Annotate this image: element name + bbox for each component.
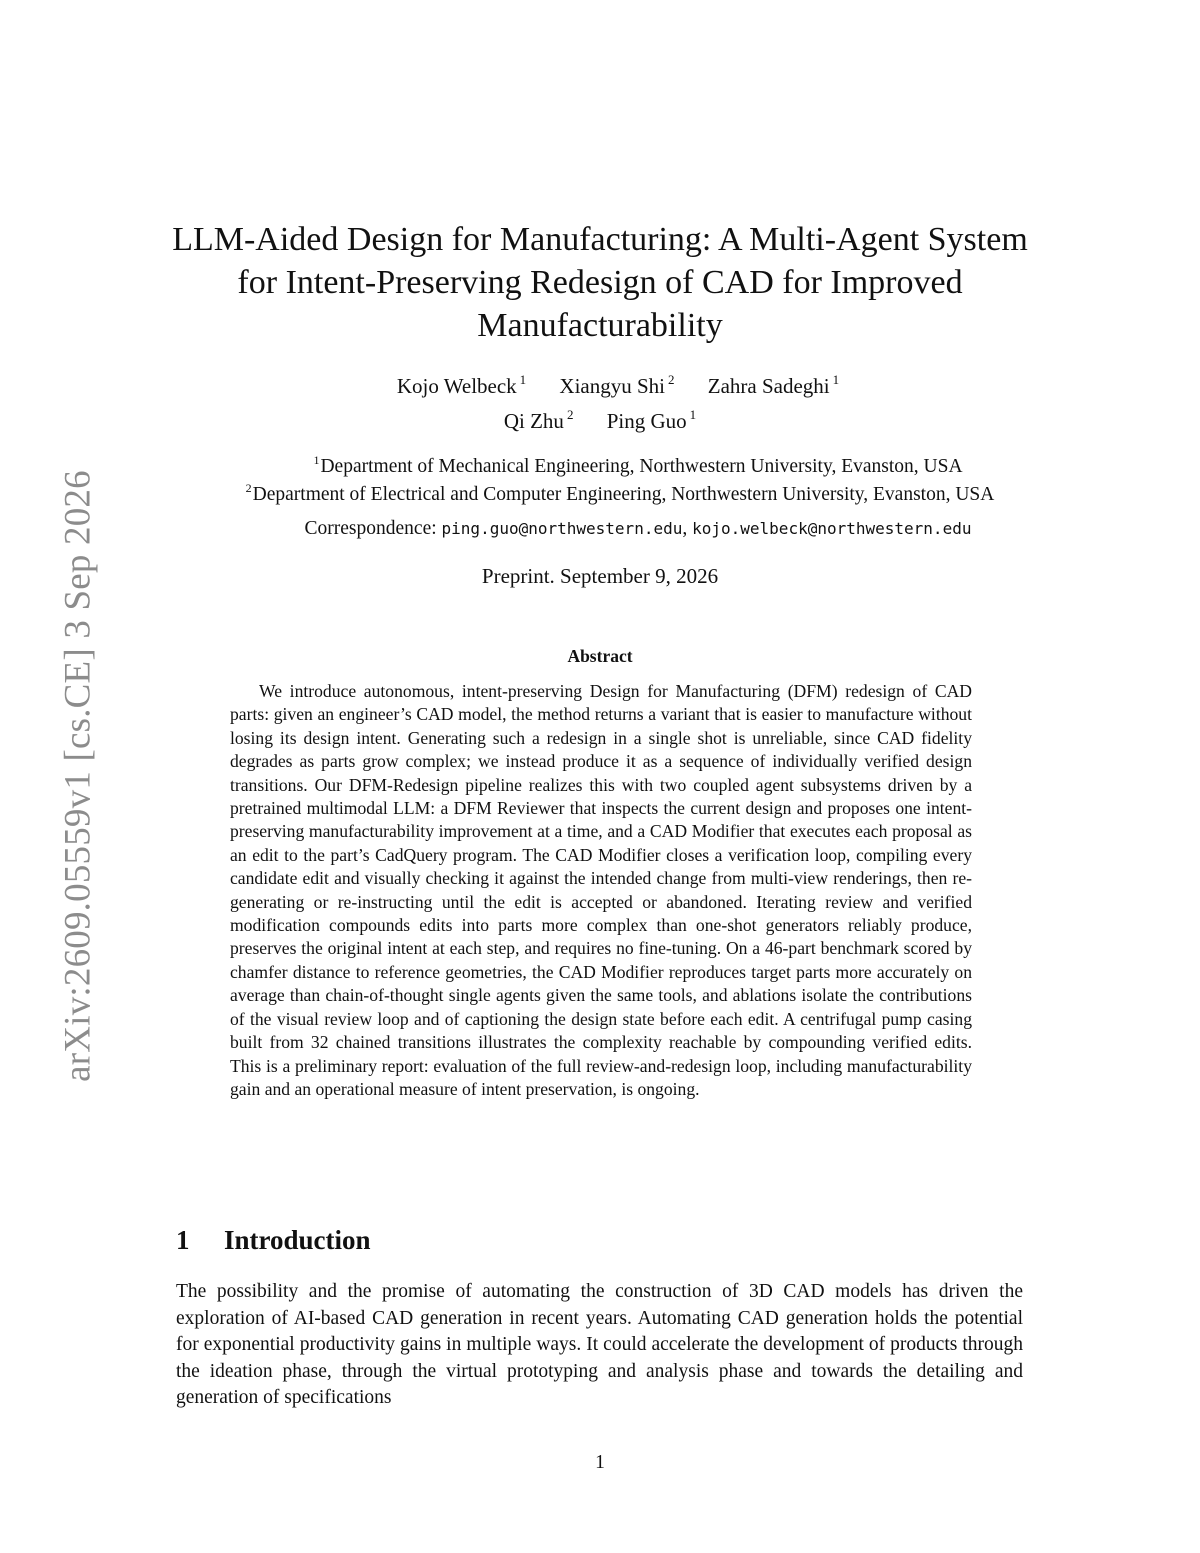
title-line-3: Manufacturability bbox=[477, 307, 723, 344]
author-affiliation-mark: 1 bbox=[519, 372, 527, 387]
abstract-body: We introduce autonomous, intent-preserving Design for Manufacturing (DFM) redesign of CAD parts: given an engineer’s CAD model, the method returns a variant that is easier to manufacture without losing its design intent. Generating such a redesign in a single shot is unreliable, since CAD fidelity degrades as parts grow complex; we instead produce it as a sequence of individually verified design transitions. Our DFM-Redesign pipeline realizes this with two coupled agent subsystems driven by a pretrained multimodal LLM: a DFM Reviewer that inspects the current design and proposes one intent-preserving manufacturability improvement at a time, and a CAD Modifier that executes each proposal as an edit to the part’s CadQuery program. The CAD Modifier closes a verification loop, compiling every candidate edit and visually checking it against the intended change from multi-view renderings, then re-generating or re-instructing until the edit is accepted or abandoned. Iterating review and verified modification compounds edits into parts more complex than one-shot generators reliably produce, preserves the original intent at each step, and requires no fine-tuning. On a 46-part benchmark scored by chamfer distance to reference geometries, the CAD Modifier reproduces target parts more accurately on average than chain-of-thought single agents given the same tools, and ablations isolate the contributions of the visual review loop and of captioning the design state before each edit. A centrifugal pump casing built from 32 chained transitions illustrates the complexity reachable by compounding verified edits. This is a preliminary report: evaluation of the full review-and-redesign loop, including manufacturability gain and an operational measure of intent preservation, is ongoing. bbox=[230, 681, 972, 1099]
correspondence-line bbox=[0, 518, 1200, 540]
section-number: 1 bbox=[176, 1225, 190, 1255]
title-line-2: for Intent-Preserving Redesign of CAD for Improved bbox=[237, 264, 963, 301]
author-name: Ping Guo bbox=[606, 409, 687, 433]
author-zahra-sadeghi bbox=[708, 372, 839, 399]
author-name: Kojo Welbeck bbox=[396, 374, 517, 398]
author-affiliation-mark: 2 bbox=[668, 372, 675, 387]
author-name: Zahra Sadeghi bbox=[707, 374, 830, 398]
introduction-paragraph: The possibility and the promise of automating the construction of 3D CAD models has driven the exploration of AI-based CAD generation in recent years. Automating CAD generation holds the potential for exponential productivity gains in multiple ways. It could accelerate the development of products through the ideation phase, through the virtual prototyping and analysis phase and towards the detailing and generation of specifications bbox=[176, 1281, 1023, 1409]
affiliation-text: Department of Mechanical Engineering, Northwestern University, Evanston, USA bbox=[320, 456, 963, 477]
affiliation-1 bbox=[0, 453, 1200, 478]
correspondence-separator: , bbox=[682, 518, 693, 539]
author-affiliation-mark: 2 bbox=[566, 407, 574, 422]
affiliation-mark: 1 bbox=[313, 453, 320, 467]
author-kojo-welbeck bbox=[397, 372, 526, 399]
author-list-row-2 bbox=[0, 407, 1200, 434]
section-title: Introduction bbox=[224, 1225, 371, 1255]
abstract-heading: Abstract bbox=[567, 646, 633, 666]
arxiv-identifier-stamp: arXiv:2609.05559v1 [cs.CE] 3 Sep 2026 bbox=[57, 470, 99, 1082]
author-qi-zhu bbox=[504, 407, 574, 434]
correspondence-email-1[interactable]: ping.guo@northwestern.edu bbox=[441, 519, 683, 538]
section-heading-introduction bbox=[176, 1225, 371, 1256]
affiliation-2 bbox=[0, 481, 1200, 506]
author-xiangyu-shi bbox=[559, 372, 674, 399]
author-name: Xiangyu Shi bbox=[559, 374, 666, 398]
correspondence-email-2[interactable]: kojo.welbeck@northwestern.edu bbox=[692, 519, 972, 538]
author-ping-guo bbox=[607, 407, 696, 434]
author-affiliation-mark: 1 bbox=[832, 372, 840, 387]
title-line-1: LLM-Aided Design for Manufacturing: A Multi-Agent System bbox=[172, 221, 1028, 258]
affiliation-mark: 2 bbox=[245, 481, 252, 495]
author-affiliation-mark: 1 bbox=[689, 407, 697, 422]
paper-title bbox=[160, 218, 1040, 347]
page-number: 1 bbox=[595, 1452, 605, 1473]
author-list-row-1 bbox=[0, 372, 1200, 399]
preprint-date-line: Preprint. September 9, 2026 bbox=[481, 564, 719, 588]
affiliation-text: Department of Electrical and Computer Engineering, Northwestern University, Evanston, USA bbox=[252, 484, 995, 505]
correspondence-label: Correspondence: bbox=[304, 518, 442, 539]
author-name: Qi Zhu bbox=[503, 409, 564, 433]
